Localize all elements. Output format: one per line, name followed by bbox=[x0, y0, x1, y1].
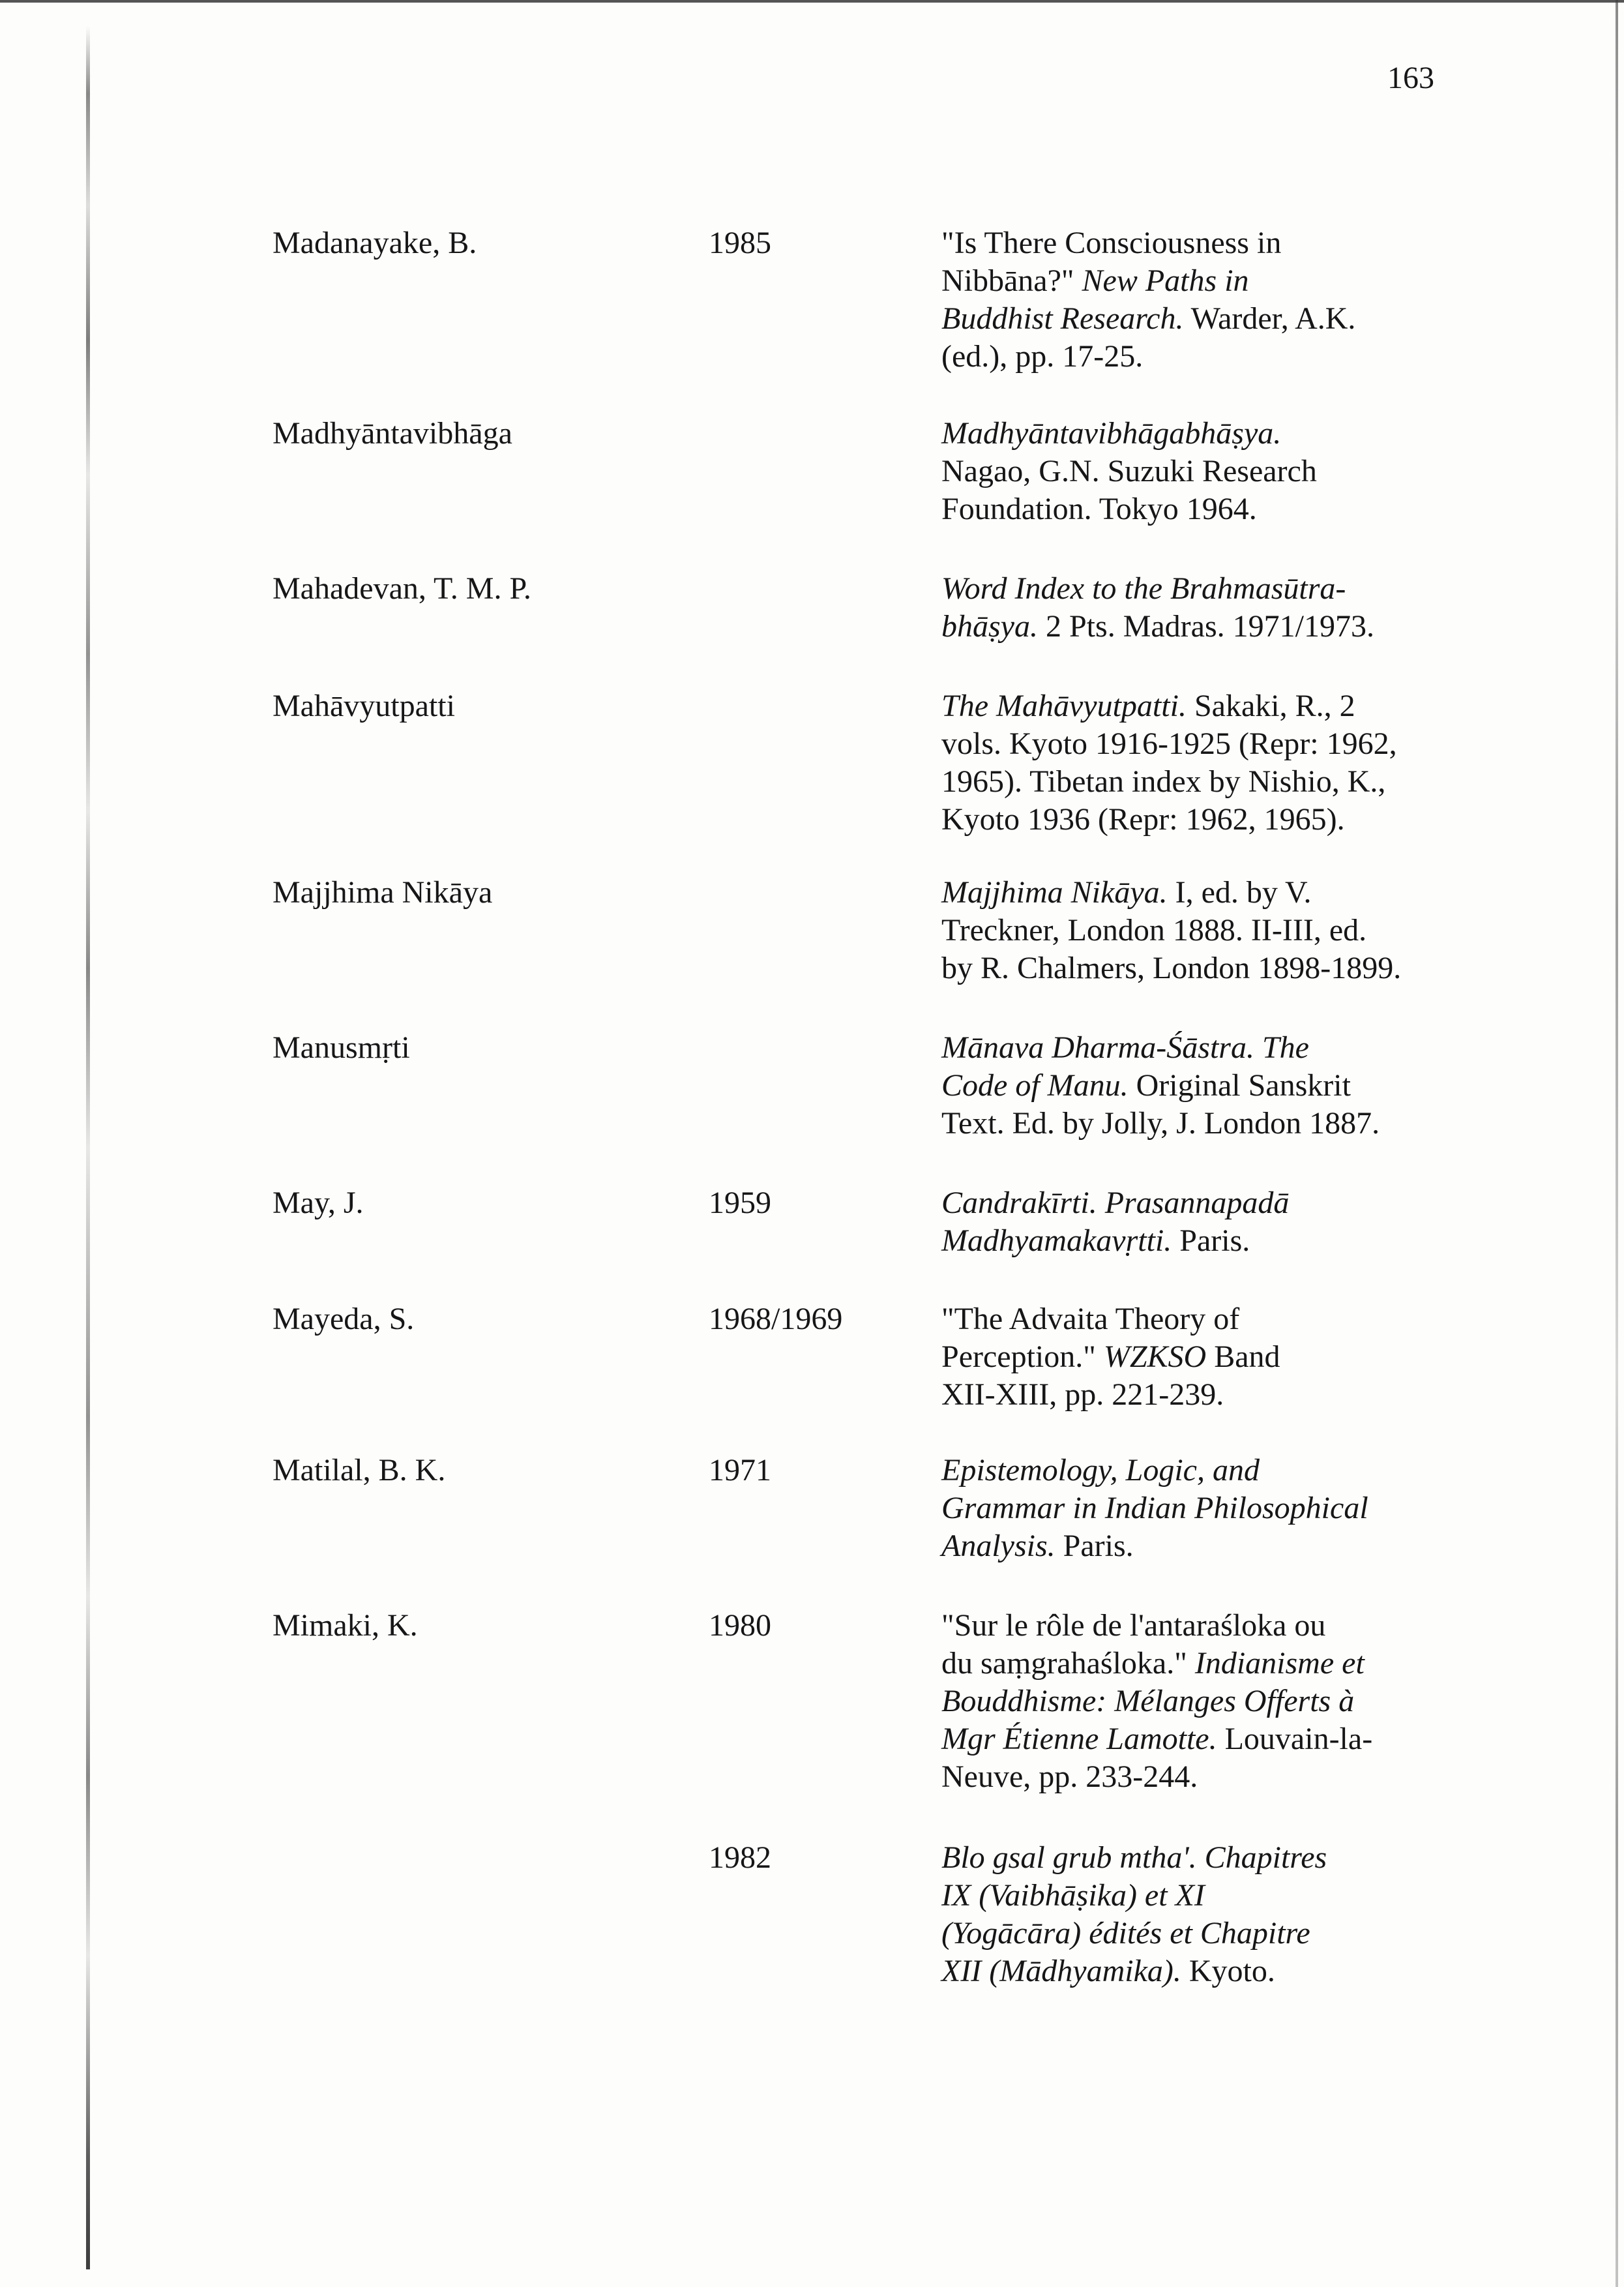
reference-line bbox=[941, 725, 1489, 763]
reference-title-text: Bouddhisme: Mélanges Offerts à bbox=[941, 1684, 1355, 1718]
scan-edge-top bbox=[0, 0, 1624, 3]
reference-title-text: New Paths in bbox=[1082, 263, 1249, 298]
reference-title-text: Word Index to the Brahmasūtra- bbox=[941, 571, 1346, 606]
reference-line bbox=[941, 1839, 1489, 1877]
entry-reference bbox=[941, 687, 1489, 839]
reference-title-text: Epistemology, Logic, and bbox=[941, 1453, 1260, 1487]
entry-reference bbox=[941, 1184, 1489, 1260]
reference-title-text: Madhyamakavṛtti. bbox=[941, 1223, 1172, 1258]
reference-line bbox=[941, 1527, 1489, 1565]
reference-line bbox=[941, 1452, 1489, 1489]
reference-text: Sakaki, R., 2 bbox=[1186, 689, 1355, 723]
entry-year: 1959 bbox=[709, 1186, 771, 1220]
reference-line bbox=[941, 415, 1489, 453]
reference-title-text: Grammar in Indian Philosophical bbox=[941, 1491, 1368, 1525]
reference-title-text: Madhyāntavibhāgabhāṣya. bbox=[941, 416, 1282, 451]
entry-reference bbox=[941, 1300, 1489, 1414]
reference-text: (ed.), pp. 17-25. bbox=[941, 339, 1144, 374]
reference-line bbox=[941, 1720, 1489, 1758]
reference-line bbox=[941, 1300, 1489, 1338]
reference-line bbox=[941, 262, 1489, 300]
reference-title-text: WZKSO bbox=[1103, 1339, 1207, 1374]
reference-text: I, ed. by V. bbox=[1167, 875, 1312, 910]
reference-text: Foundation. Tokyo 1964. bbox=[941, 492, 1257, 526]
entry-reference bbox=[941, 224, 1489, 376]
entry-author: Mahāvyutpatti bbox=[273, 689, 455, 723]
reference-line bbox=[941, 1067, 1489, 1105]
reference-title-text: Analysis. bbox=[941, 1529, 1056, 1563]
entry-year: 1982 bbox=[709, 1840, 771, 1875]
reference-line bbox=[941, 687, 1489, 725]
entry-year: 1980 bbox=[709, 1608, 771, 1643]
reference-text: 1965). Tibetan index by Nishio, K., bbox=[941, 764, 1386, 799]
reference-line bbox=[941, 1607, 1489, 1645]
reference-title-text: The Mahāvyutpatti. bbox=[941, 689, 1187, 723]
scan-binding-shadow bbox=[86, 26, 90, 2269]
reference-text: "The Advaita Theory of bbox=[941, 1302, 1240, 1336]
scan-edge-right bbox=[1616, 0, 1618, 2287]
reference-title-text: Indianisme et bbox=[1194, 1646, 1365, 1681]
reference-text: XII-XIII, pp. 221-239. bbox=[941, 1377, 1224, 1412]
reference-title-text: Buddhist Research. bbox=[941, 301, 1184, 336]
reference-title-text: Code of Manu. bbox=[941, 1068, 1129, 1103]
reference-title-text: Mānava Dharma-Śāstra. The bbox=[941, 1030, 1309, 1065]
reference-title-text: Majjhima Nikāya. bbox=[941, 875, 1168, 910]
reference-line bbox=[941, 801, 1489, 839]
reference-title-text: Candrakīrti. Prasannapadā bbox=[941, 1186, 1290, 1220]
reference-text: du saṃgrahaśloka." bbox=[941, 1646, 1195, 1681]
reference-text: Warder, A.K. bbox=[1183, 301, 1356, 336]
reference-line bbox=[941, 949, 1489, 987]
reference-line bbox=[941, 1338, 1489, 1376]
reference-line bbox=[941, 1222, 1489, 1260]
reference-line bbox=[941, 1877, 1489, 1915]
reference-text: Paris. bbox=[1172, 1223, 1250, 1258]
reference-line bbox=[941, 338, 1489, 376]
reference-line bbox=[941, 1645, 1489, 1682]
reference-text: Perception." bbox=[941, 1339, 1104, 1374]
reference-text: 2 Pts. Madras. 1971/1973. bbox=[1037, 609, 1374, 644]
reference-title-text: Blo gsal grub mtha'. Chapitres bbox=[941, 1840, 1327, 1875]
entry-author: Madanayake, B. bbox=[273, 226, 477, 260]
entry-reference bbox=[941, 1029, 1489, 1143]
entry-reference bbox=[941, 415, 1489, 528]
reference-line bbox=[941, 1758, 1489, 1796]
reference-line bbox=[941, 1682, 1489, 1720]
reference-line bbox=[941, 1952, 1489, 1990]
reference-title-text: bhāṣya. bbox=[941, 609, 1038, 644]
reference-line bbox=[941, 1376, 1489, 1414]
entry-author: Manusmṛti bbox=[273, 1030, 410, 1065]
reference-text: Band bbox=[1206, 1339, 1280, 1374]
entry-reference bbox=[941, 1452, 1489, 1565]
entry-year: 1971 bbox=[709, 1453, 771, 1487]
reference-text: "Sur le rôle de l'antaraśloka ou bbox=[941, 1608, 1326, 1643]
entry-author: Mahadevan, T. M. P. bbox=[273, 571, 531, 606]
reference-line bbox=[941, 1915, 1489, 1952]
entry-author: Majjhima Nikāya bbox=[273, 875, 493, 910]
reference-line bbox=[941, 1489, 1489, 1527]
reference-line bbox=[941, 490, 1489, 528]
reference-line bbox=[941, 1105, 1489, 1143]
reference-text: vols. Kyoto 1916-1925 (Repr: 1962, bbox=[941, 726, 1397, 761]
entry-author: May, J. bbox=[273, 1186, 364, 1220]
entry-author: Mimaki, K. bbox=[273, 1608, 418, 1643]
reference-text: Nagao, G.N. Suzuki Research bbox=[941, 454, 1317, 488]
reference-line bbox=[941, 1184, 1489, 1222]
entry-author: Mayeda, S. bbox=[273, 1302, 415, 1336]
entry-reference bbox=[941, 1839, 1489, 1990]
reference-line bbox=[941, 912, 1489, 949]
reference-text: Nibbāna?" bbox=[941, 263, 1082, 298]
reference-title-text: Mgr Étienne Lamotte. bbox=[941, 1722, 1217, 1756]
reference-text: Kyoto. bbox=[1181, 1954, 1275, 1988]
entry-reference bbox=[941, 1607, 1489, 1796]
reference-line bbox=[941, 1029, 1489, 1067]
page-number: 163 bbox=[1387, 61, 1434, 95]
reference-line bbox=[941, 570, 1489, 608]
reference-text: Treckner, London 1888. II-III, ed. bbox=[941, 913, 1367, 948]
reference-line bbox=[941, 608, 1489, 646]
entry-year: 1985 bbox=[709, 226, 771, 260]
entry-reference bbox=[941, 570, 1489, 646]
reference-line bbox=[941, 763, 1489, 801]
entry-author: Madhyāntavibhāga bbox=[273, 416, 512, 451]
reference-title-text: (Yogācāra) édités et Chapitre bbox=[941, 1916, 1310, 1951]
entry-reference bbox=[941, 874, 1489, 987]
reference-text: Text. Ed. by Jolly, J. London 1887. bbox=[941, 1106, 1380, 1141]
reference-text: Kyoto 1936 (Repr: 1962, 1965). bbox=[941, 802, 1345, 837]
reference-text: Louvain-la- bbox=[1217, 1722, 1373, 1756]
entry-year: 1968/1969 bbox=[709, 1302, 843, 1336]
reference-text: "Is There Consciousness in bbox=[941, 226, 1282, 260]
reference-text: Paris. bbox=[1055, 1529, 1134, 1563]
reference-text: Neuve, pp. 233-244. bbox=[941, 1759, 1198, 1794]
entry-author: Matilal, B. K. bbox=[273, 1453, 446, 1487]
reference-text: by R. Chalmers, London 1898-1899. bbox=[941, 951, 1402, 985]
reference-title-text: IX (Vaibhāṣika) et XI bbox=[941, 1878, 1205, 1913]
reference-line bbox=[941, 300, 1489, 338]
reference-line bbox=[941, 874, 1489, 912]
reference-text: Original Sanskrit bbox=[1128, 1068, 1351, 1103]
reference-line bbox=[941, 453, 1489, 490]
reference-line bbox=[941, 224, 1489, 262]
reference-title-text: XII (Mādhyamika). bbox=[941, 1954, 1181, 1988]
